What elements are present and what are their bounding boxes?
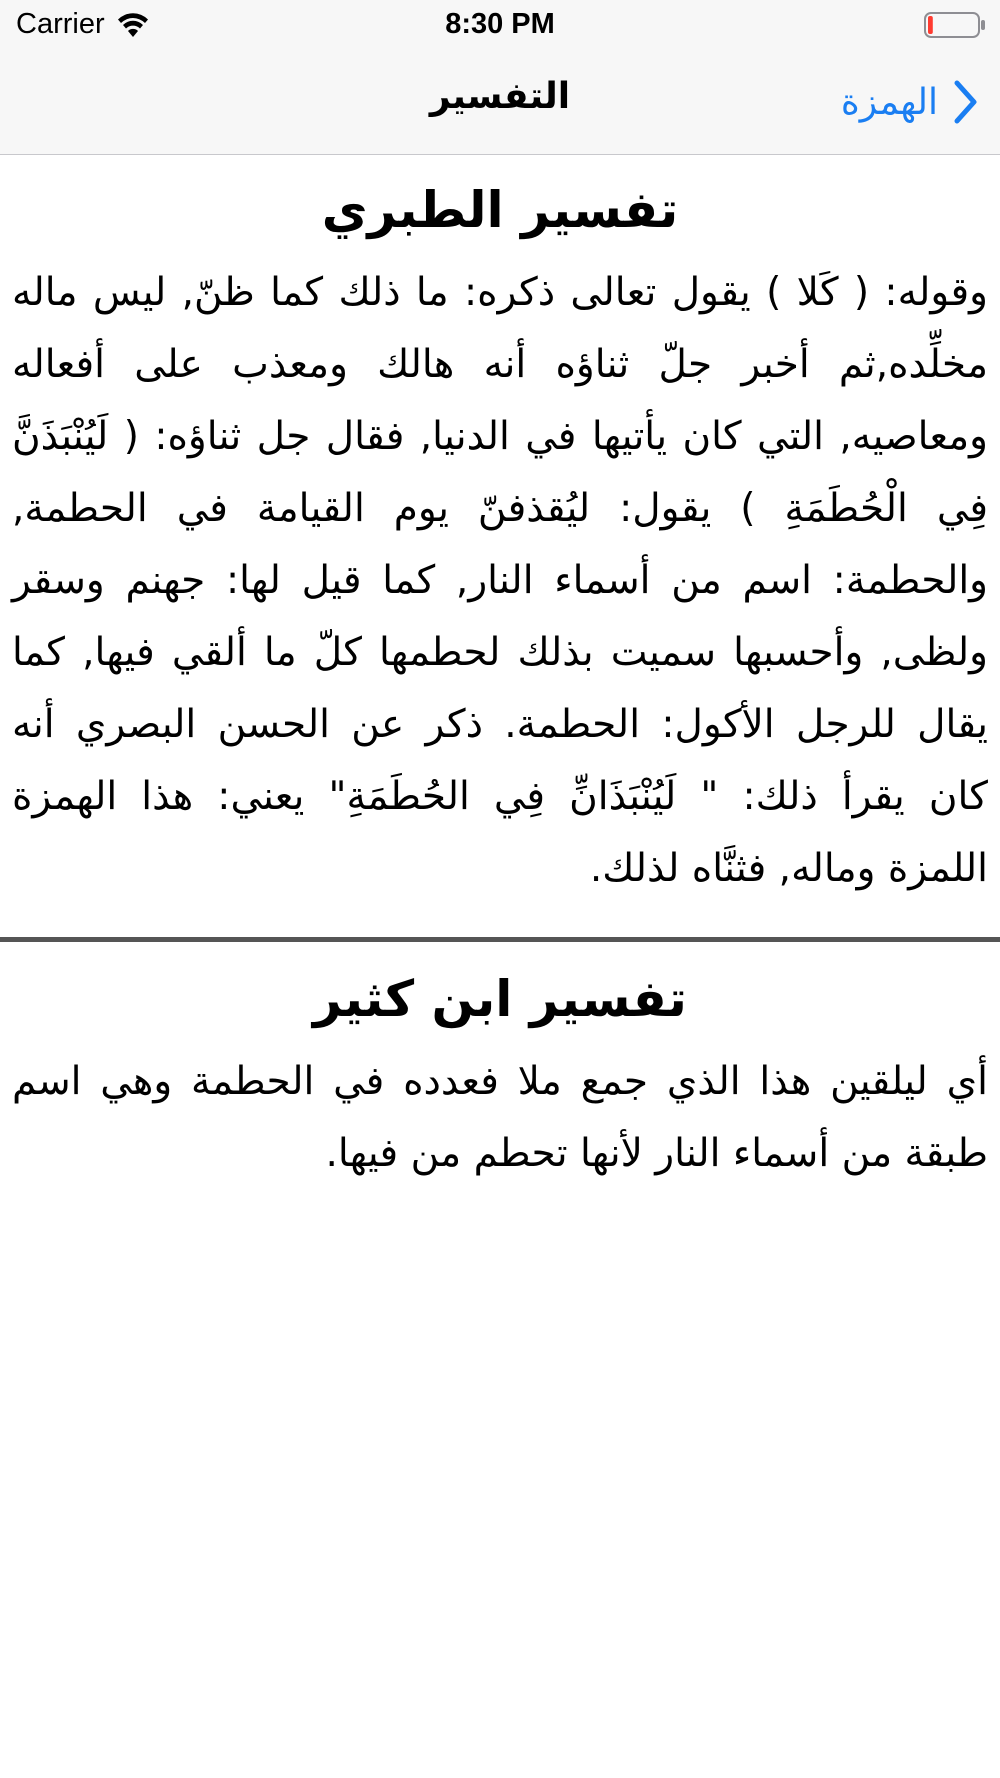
status-time: 8:30 PM (445, 8, 555, 40)
section-title-tabari: تفسير الطبري (321, 181, 679, 239)
navigation-bar (0, 52, 1000, 155)
tafsir-content (0, 155, 1000, 1190)
chevron-right-icon (952, 78, 980, 126)
nav-title: التفسير (429, 76, 571, 117)
carrier-label: Carrier (16, 8, 105, 40)
ibn-kathir-section (0, 942, 1000, 1190)
battery-icon (924, 12, 986, 38)
section-body-ibn-kathir: أي ليلقين هذا الذي جمع ملا فعدده في الحطمة وهي اسم طبقة من أسماء النار لأنها تحطم من فيها. (12, 1059, 988, 1176)
back-button-label: الهمزة (840, 81, 938, 123)
section-body-tabari: وقوله: ( كَلا ) يقول تعالى ذكره: ما ذلك كما ظنّ, ليس ماله مخلِّده,ثم أخبر جلّ ثناؤه أنه هالك ومعذب على أفعاله ومعاصيه, التي كان يأتيها في الدنيا, فقال جل ثناؤه: ( لَيُنْبَذَنَّ فِي الْحُطَمَةِ ) يقول: ليُقذفنّ يوم القيامة في الحطمة, والحطمة: اسم من أسماء النار, كما قيل لها: جهنم وسقر ولظى, وأحسبها سميت بذلك لحطمها كلّ ما ألقي فيها, كما يقال للرجل الأكول: الحطمة. ذكر عن الحسن البصري أنه كان يقرأ ذلك: " لَيُنْبَذَانِّ فِي الحُطَمَةِ" يعني: هذا الهمزة اللمزة وماله, فثنَّاه لذلك. (12, 270, 988, 891)
section-title-ibn-kathir: تفسير ابن كثير (313, 970, 687, 1028)
tabari-section (0, 155, 1000, 905)
back-button[interactable] (841, 72, 980, 132)
status-bar (0, 0, 1000, 52)
